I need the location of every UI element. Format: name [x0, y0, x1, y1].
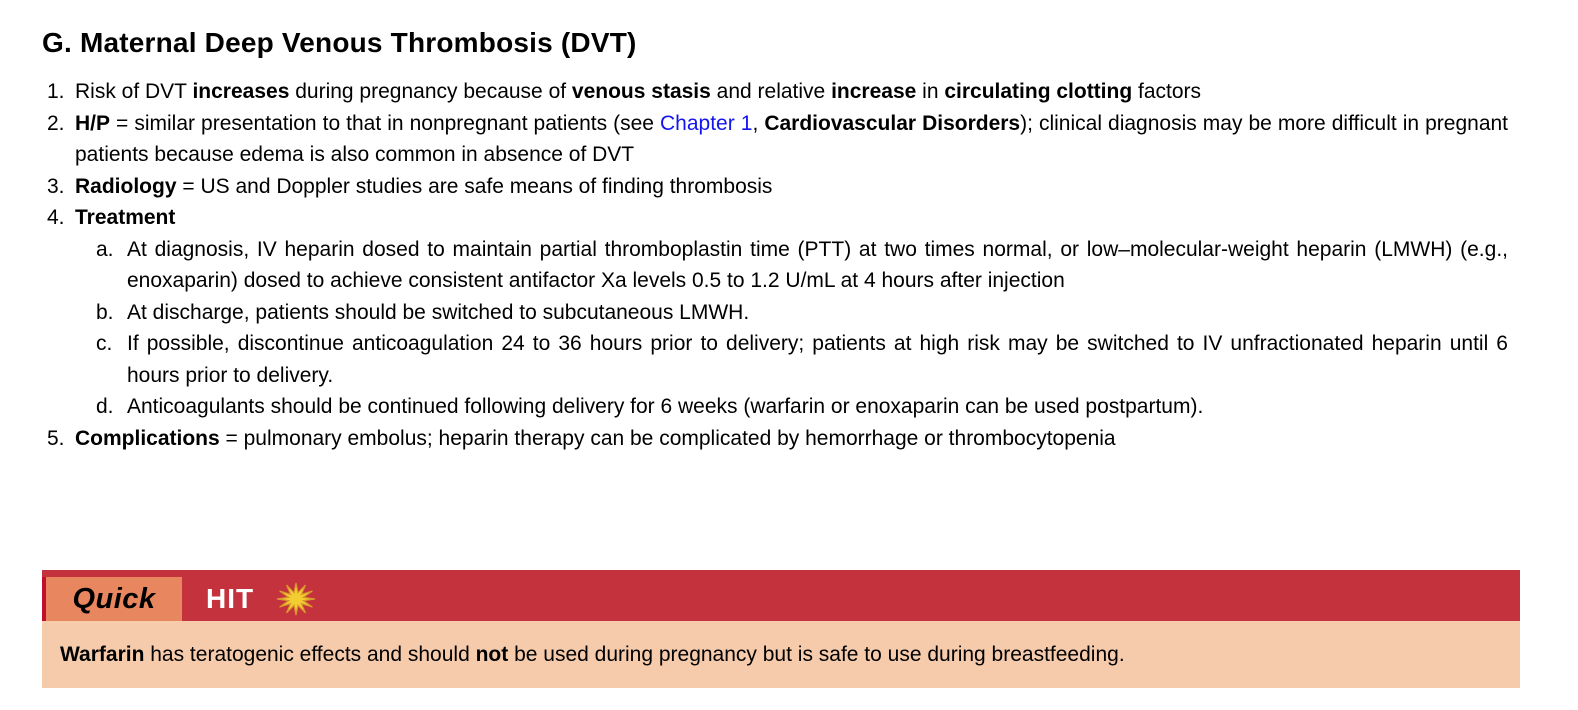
list-item-radiology	[42, 171, 1508, 203]
text-run-bold: circulating clotting	[944, 80, 1133, 103]
starburst-icon	[276, 581, 316, 617]
list-item-number: 3.	[47, 174, 65, 198]
text-run: ); clinical diagnosis may be more difficult in pregnant patients because edema is also common in absence of DVT	[75, 111, 1509, 166]
sub-item-letter: b.	[96, 300, 114, 324]
sub-item-text: At discharge, patients should be switched to subcutaneous LMWH.	[127, 300, 750, 324]
quick-hit-title: HIT	[206, 583, 255, 614]
text-run-bold: not	[475, 643, 509, 666]
sub-item-letter: a.	[96, 237, 114, 261]
sub-item-letter: d.	[96, 395, 114, 418]
text-run: and relative	[710, 80, 832, 103]
quick-hit-tab-label: Quick	[72, 582, 156, 615]
quick-hit-box	[42, 570, 1520, 688]
list-item-risk	[42, 76, 1508, 108]
text-run: Risk of DVT	[75, 80, 193, 103]
sub-list-item-c	[96, 328, 1508, 391]
list-item-complications	[42, 423, 1508, 455]
quick-hit-top-bar	[42, 570, 1520, 577]
quick-hit-header	[42, 577, 1520, 621]
text-run: = similar presentation to that in nonpregnant patients (see	[110, 111, 661, 135]
text-run: during pregnancy because of	[289, 80, 572, 103]
list-item-text	[75, 171, 1508, 203]
list-item-number: 5.	[47, 426, 65, 450]
text-run-bold: increase	[831, 80, 917, 103]
text-run: = pulmonary embolus; heparin therapy can be complicated by hemorrhage or thrombocytopenia	[219, 426, 1116, 450]
text-run-bold: Complications	[75, 426, 220, 450]
sub-list-item-b	[96, 297, 1508, 329]
text-run-bold: Cardiovascular Disorders	[764, 111, 1021, 135]
sub-list-item-d	[96, 391, 1508, 423]
numbered-list	[42, 76, 1508, 454]
list-item-text	[75, 108, 1508, 171]
text-run-bold: Warfarin	[60, 643, 145, 666]
list-item-number: 1.	[47, 80, 65, 103]
sub-item-text: If possible, discontinue anticoagulation 24 to 36 hours prior to delivery; patients at high risk may be switched to IV unfractionated heparin until 6 hours prior to delivery.	[127, 332, 1508, 387]
sub-item-text: At diagnosis, IV heparin dosed to maintain partial thromboplastin time (PTT) at two times normal, or low–molecular-weight heparin (LMWH) (e.g., enoxaparin) dosed to achieve consistent antifactor Xa levels 0.5 to 1.2 U/mL at 4 hours after injection	[127, 237, 1508, 292]
list-item-number: 2.	[47, 111, 65, 135]
text-run: has teratogenic effects and should	[144, 643, 476, 666]
text-run: in	[916, 80, 945, 103]
list-item-number: 4.	[47, 206, 65, 229]
text-run: ,	[752, 111, 765, 135]
text-run-bold: Treatment	[75, 206, 176, 229]
section-heading: G. Maternal Deep Venous Thrombosis (DVT)	[42, 27, 637, 58]
quick-hit-body	[42, 621, 1520, 688]
text-run-bold: increases	[192, 80, 290, 103]
text-run: be used during pregnancy but is safe to use during breastfeeding.	[508, 643, 1125, 666]
sub-item-text: Anticoagulants should be continued following delivery for 6 weeks (warfarin or enoxaparin can be used postpartum).	[127, 395, 1204, 418]
list-item-treatment	[42, 202, 1508, 423]
list-item-text	[75, 76, 1508, 108]
list-item-hp	[42, 108, 1508, 171]
list-item-text	[75, 202, 1508, 423]
text-run: = US and Doppler studies are safe means of finding thrombosis	[176, 174, 773, 198]
text-run-bold: Radiology	[75, 174, 177, 198]
list-item-text	[75, 423, 1508, 455]
sub-list-item-a	[96, 234, 1508, 297]
section-content	[42, 26, 1508, 454]
text-run: factors	[1132, 80, 1202, 103]
sub-item-letter: c.	[96, 332, 113, 355]
quick-hit-tab	[46, 577, 182, 621]
text-run-bold: H/P	[75, 111, 111, 135]
chapter-1-link[interactable]: Chapter 1	[660, 111, 753, 135]
text-run-bold: venous stasis	[571, 80, 711, 103]
